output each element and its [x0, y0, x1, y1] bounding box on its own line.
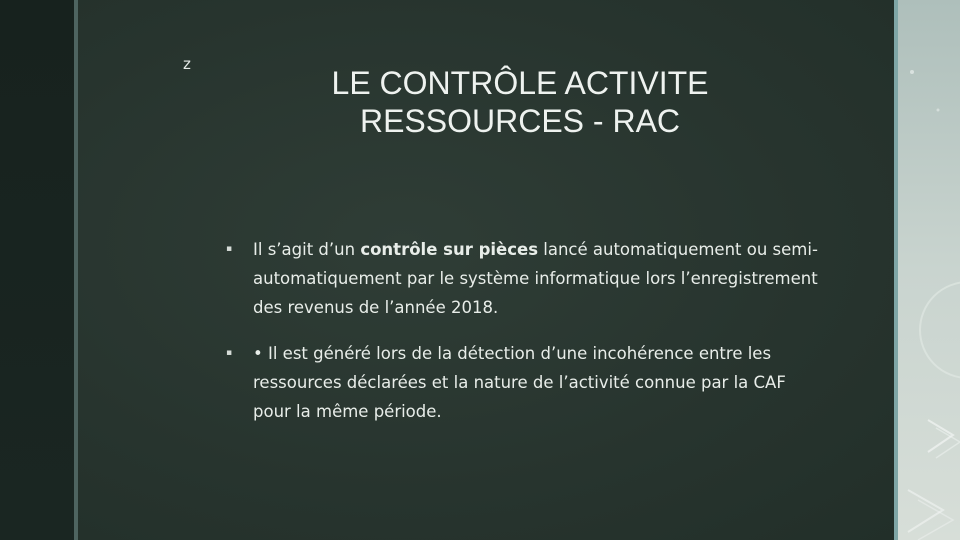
bullet-list	[226, 235, 826, 443]
logo-icon: z	[183, 55, 191, 73]
slide-title	[300, 64, 740, 140]
bullet-2-text: • Il est généré lors de la détection d’une incohérence entre les ressources déclarées et la nature de l’activité connue par la CAF pour la même période.	[253, 344, 786, 421]
bullet-1-text-after: lancé automatiquement ou semi-automatiquement par le système informatique lors l’enregistrement des revenus de l’année 2018.	[253, 240, 818, 317]
right-decorative-band	[898, 0, 960, 540]
bullet-item-1	[226, 235, 826, 322]
bullet-1-text-bold: contrôle sur pièces	[360, 240, 539, 259]
decorative-pattern	[898, 0, 960, 540]
title-line-2: RESSOURCES - RAC	[359, 103, 681, 139]
bullet-item-2	[226, 339, 826, 426]
bullet-1-text-before: Il s’agit d’un	[253, 240, 361, 259]
left-decorative-band	[0, 0, 74, 540]
bullet-marker-icon: ▪	[226, 348, 233, 358]
title-line-1: LE CONTRÔLE ACTIVITE	[331, 65, 709, 101]
bullet-marker-icon: ▪	[226, 244, 233, 254]
